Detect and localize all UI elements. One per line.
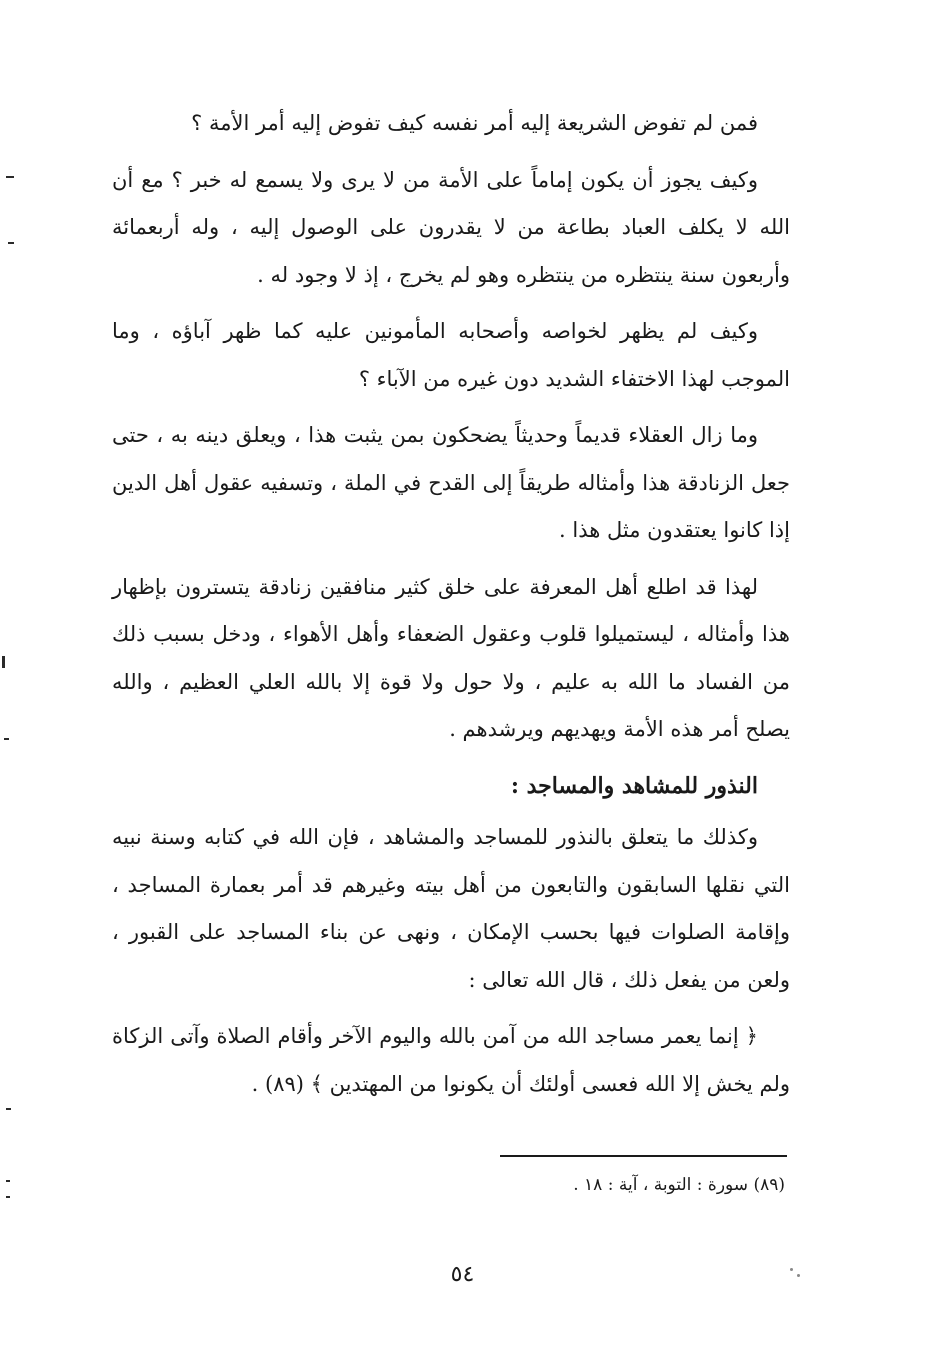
paragraph: فمن لم تفوض الشريعة إليه أمر نفسه كيف تفوض إليه أمر الأمة ؟ xyxy=(191,111,758,135)
page-number: ٥٤ xyxy=(450,1262,475,1287)
paragraph: وكيف يجوز أن يكون إماماً على الأمة من لا يرى ولا يسمع له خبر ؟ مع أن الله لا يكلف العباد بطاعة من لا يقدرون على الوصول إليه ، وله أربعمائة وأربعون سنة ينتظره من ينتظره وهو لم يخرج ، إذ لا وجود له . xyxy=(112,167,790,287)
paragraph: لهذا قد اطلع أهل المعرفة على خلق كثير منافقين زنادقة يتسترون بإظهار هذا وأمثاله ، ليستميلوا قلوب وعقول الضعفاء وأهل الأهواء ، ودخل بسبب ذلك من الفساد ما الله به عليم ، ولا حول ولا قوة إلا بالله العلي العظيم ، والله يصلح أمر هذه الأمة ويهديهم ويرشدهم . xyxy=(112,574,790,741)
scan-mark xyxy=(6,176,14,178)
scan-mark xyxy=(2,656,5,668)
scan-mark xyxy=(4,738,9,740)
paragraph: وما زال العقلاء قديماً وحديثاً يضحكون بمن يثبت هذا ، ويعلق دينه به ، حتى جعل الزنادقة هذا وأمثاله طريقاً إلى القدح في الملة ، وتسفيه عقول أهل الدين إذا كانوا يعتقدون مثل هذا . xyxy=(112,423,790,542)
scan-mark xyxy=(6,1108,11,1110)
scan-mark xyxy=(6,1196,10,1198)
footnote: (٨٩) سورة : التوبة ، آية : ١٨ . xyxy=(573,1175,785,1195)
section-heading: النذور للمشاهد والمساجد : xyxy=(510,772,758,799)
main-text xyxy=(112,100,790,1117)
scan-mark xyxy=(8,242,14,244)
scan-mark xyxy=(6,1180,10,1182)
footnote-divider xyxy=(500,1155,787,1157)
scan-mark xyxy=(790,1268,793,1271)
paragraph: وكذلك ما يتعلق بالنذور للمساجد والمشاهد ، فإن الله في كتابه وسنة نبيه التي نقلها السابقون والتابعون من أهل بيته وغيرهم قد أمر بعمارة المساجد ، وإقامة الصلوات فيها بحسب الإمكان ، ونهى عن بناء المساجد على القبور ، ولعن من يفعل ذلك ، قال الله تعالى : xyxy=(112,825,790,992)
scan-mark xyxy=(797,1274,800,1277)
quran-verse-paragraph: ﴿ إنما يعمر مساجد الله من آمن بالله واليوم الآخر وأقام الصلاة وآتى الزكاة ولم يخش إلا الله فعسى أولئك أن يكونوا من المهتدين ﴾ (٨٩) . xyxy=(112,1024,790,1096)
paragraph: وكيف لم يظهر لخواصه وأصحابه المأمونين عليه كما ظهر آباؤه ، وما الموجب لهذا الاختفاء الشديد دون غيره من الآباء ؟ xyxy=(112,319,790,391)
